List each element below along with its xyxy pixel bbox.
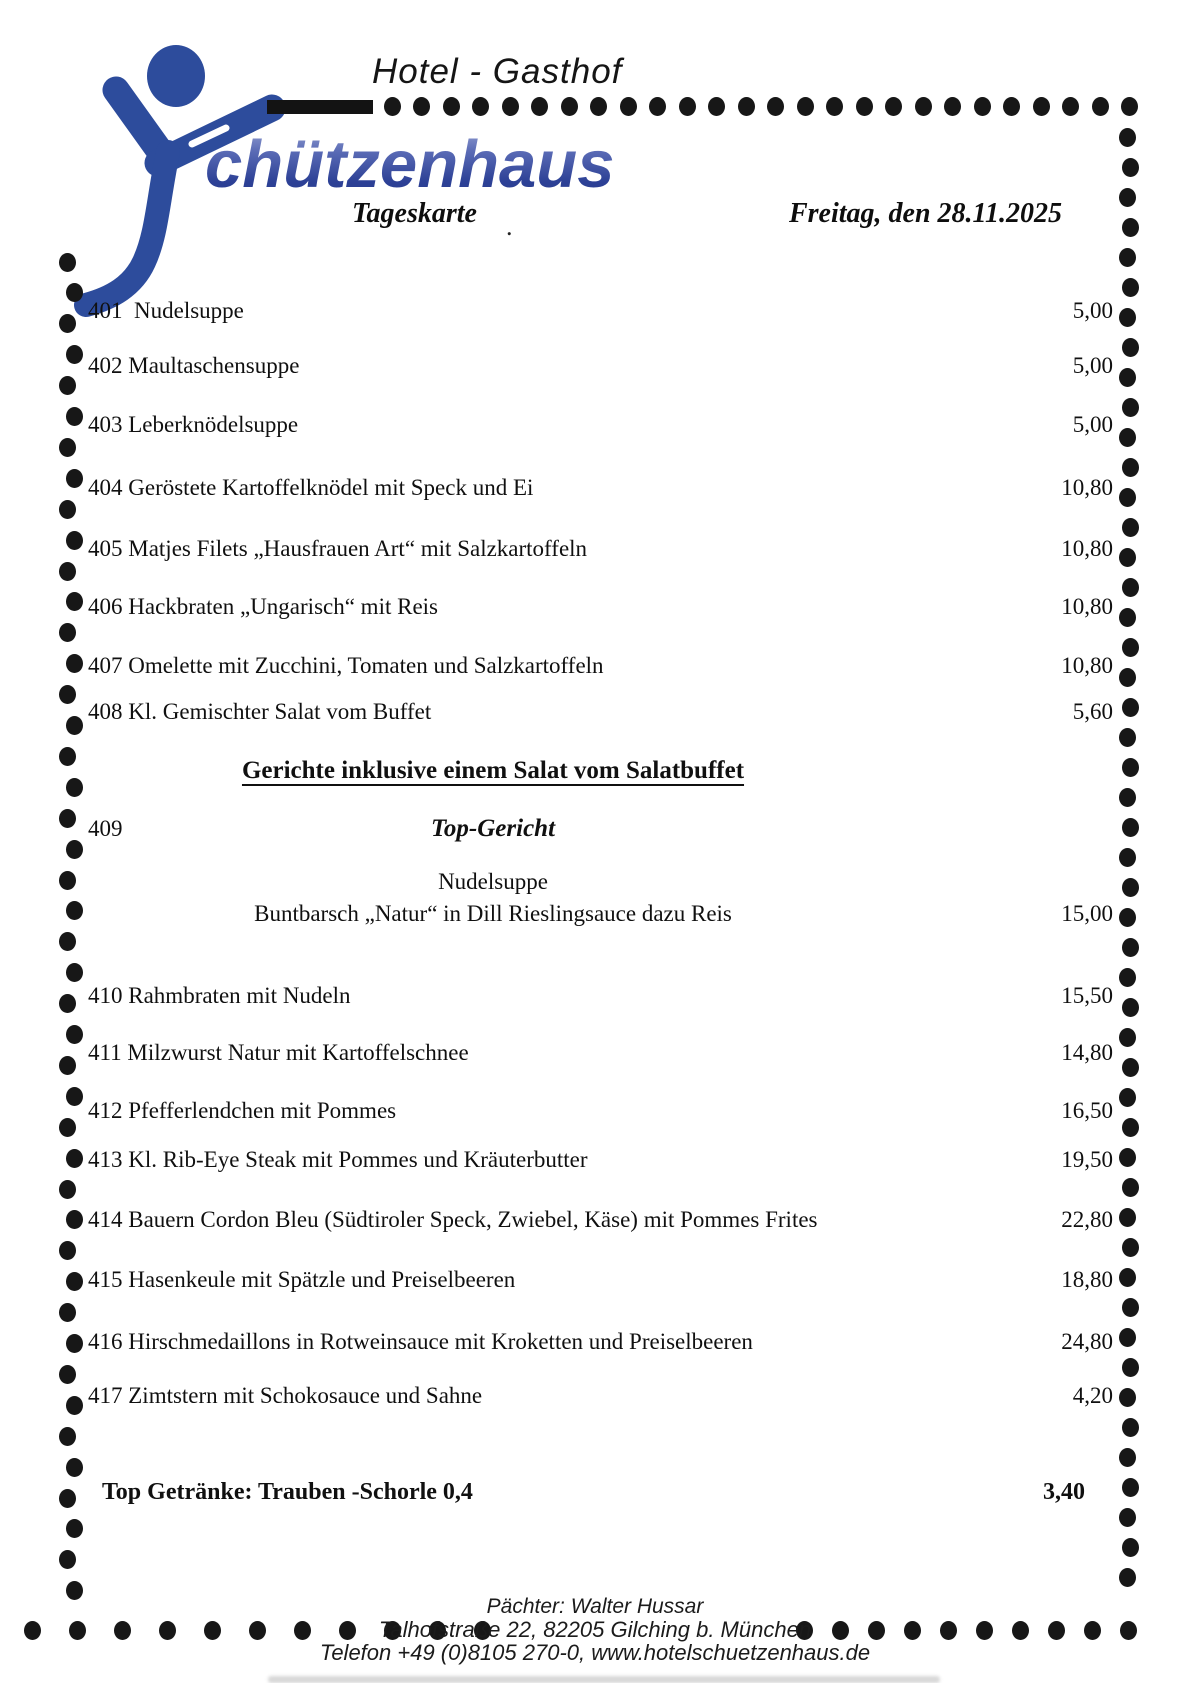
border-dot bbox=[66, 1396, 83, 1415]
border-dot bbox=[502, 97, 519, 116]
border-dot bbox=[1119, 128, 1136, 147]
border-dot bbox=[66, 407, 83, 426]
top-dish-line-box bbox=[88, 898, 898, 930]
logo-rifle-bar bbox=[267, 100, 373, 114]
menu-item-price: 24,80 bbox=[1061, 1329, 1113, 1354]
top-dish-line-box bbox=[88, 866, 898, 898]
border-dot bbox=[66, 716, 83, 735]
border-dot bbox=[1122, 518, 1139, 537]
border-dot bbox=[1122, 1178, 1139, 1197]
border-dot bbox=[1119, 968, 1136, 987]
section-header-row bbox=[88, 755, 1113, 787]
border-dot bbox=[1122, 758, 1139, 777]
menu-date: Freitag, den 28.11.2025 bbox=[788, 198, 1062, 229]
menu-item-label: 412 Pfefferlendchen mit Pommes bbox=[88, 1098, 397, 1123]
border-dot bbox=[1122, 1418, 1139, 1437]
border-dot bbox=[738, 97, 755, 116]
menu-item-price: 19,50 bbox=[1061, 1147, 1113, 1172]
border-dot bbox=[1119, 308, 1136, 327]
border-dot bbox=[1122, 1298, 1139, 1317]
stray-period: . bbox=[506, 212, 513, 241]
border-dot bbox=[59, 809, 76, 828]
border-dot bbox=[66, 469, 83, 488]
border-dot bbox=[944, 97, 961, 116]
menu-item-label: 404 Geröstete Kartoffelknödel mit Speck und Ei bbox=[88, 475, 534, 500]
menu-item-label: 405 Matjes Filets „Hausfrauen Art“ mit Salzkartoffeln bbox=[88, 536, 588, 561]
border-dot bbox=[1119, 368, 1136, 387]
border-dot bbox=[1122, 698, 1139, 717]
border-dot bbox=[1119, 848, 1136, 867]
top-dish-title-row bbox=[88, 813, 1113, 845]
border-dot bbox=[1122, 1238, 1139, 1257]
menu-item-row bbox=[88, 1380, 1113, 1412]
menu-item-row bbox=[88, 980, 1113, 1012]
menu-item-row bbox=[88, 1204, 1113, 1236]
menu-item-label: 406 Hackbraten „Ungarisch“ mit Reis bbox=[88, 594, 438, 619]
border-dot bbox=[66, 840, 83, 859]
logo-head bbox=[147, 45, 205, 107]
border-dot bbox=[974, 97, 991, 116]
border-dot bbox=[885, 97, 902, 116]
border-dot bbox=[1119, 548, 1136, 567]
border-dot bbox=[797, 97, 814, 116]
top-dish-line-row bbox=[88, 898, 1113, 930]
border-dot bbox=[1122, 818, 1139, 837]
border-dot bbox=[66, 963, 83, 982]
border-dot bbox=[66, 1025, 83, 1044]
border-dot bbox=[1122, 458, 1139, 477]
border-dot bbox=[1122, 638, 1139, 657]
border-dot bbox=[1122, 398, 1139, 417]
border-dot bbox=[1003, 97, 1020, 116]
scan-artifact bbox=[268, 1676, 940, 1683]
border-dot bbox=[59, 1427, 76, 1446]
footer-address: Talhofstraße 22, 82205 Gilching b. München bbox=[378, 1617, 812, 1642]
menu-item-label: 408 Kl. Gemischter Salat vom Buffet bbox=[88, 699, 432, 724]
border-dot bbox=[59, 1056, 76, 1075]
brand-wordmark: chützenhaus bbox=[205, 127, 615, 202]
border-dot bbox=[66, 1519, 83, 1538]
border-dot bbox=[649, 97, 666, 116]
border-dot bbox=[66, 654, 83, 673]
menu-item-label: 403 Leberknödelsuppe bbox=[88, 412, 299, 437]
menu-item-row bbox=[88, 1264, 1113, 1296]
menu-item-label: 410 Rahmbraten mit Nudeln bbox=[88, 983, 351, 1008]
border-dot bbox=[59, 500, 76, 519]
border-dot bbox=[66, 1210, 83, 1229]
menu-item-price: 10,80 bbox=[1061, 653, 1113, 678]
border-dot bbox=[59, 376, 76, 395]
border-dot bbox=[1033, 97, 1050, 116]
border-dot bbox=[59, 1180, 76, 1199]
border-dot bbox=[1122, 998, 1139, 1017]
logo-left-arm bbox=[116, 90, 164, 157]
border-dot bbox=[66, 1087, 83, 1106]
menu-item-price: 4,20 bbox=[1072, 1383, 1113, 1408]
menu-item-label: 402 Maultaschensuppe bbox=[88, 353, 300, 378]
drink-label: Top Getränke: Trauben -Schorle 0,4 bbox=[102, 1479, 473, 1505]
border-dot bbox=[1119, 428, 1136, 447]
border-dot bbox=[1119, 1388, 1136, 1407]
menu-item-row bbox=[88, 533, 1113, 565]
menu-item-price: 16,50 bbox=[1061, 1098, 1113, 1123]
border-dot bbox=[561, 97, 578, 116]
border-dot bbox=[66, 1272, 83, 1291]
border-dot bbox=[826, 97, 843, 116]
menu-item-price: 5,60 bbox=[1072, 699, 1113, 724]
menu-item-price: 5,00 bbox=[1072, 353, 1113, 378]
border-dot bbox=[66, 531, 83, 550]
menu-item-row bbox=[88, 591, 1113, 623]
hotel-type-text: Hotel - Gasthof bbox=[372, 52, 623, 91]
border-dot bbox=[1122, 218, 1139, 237]
border-dot bbox=[531, 97, 548, 116]
menu-item-label: 413 Kl. Rib-Eye Steak mit Pommes und Kräuterbutter bbox=[88, 1147, 588, 1172]
menu-item-label: 415 Hasenkeule mit Spätzle und Preiselbeeren bbox=[88, 1267, 516, 1292]
menu-item-row bbox=[88, 1326, 1113, 1358]
menu-item-label: 411 Milzwurst Natur mit Kartoffelschnee bbox=[88, 1040, 469, 1065]
border-dot bbox=[1122, 938, 1139, 957]
border-dot bbox=[59, 562, 76, 581]
border-dot bbox=[443, 97, 460, 116]
menu-item-price: 15,00 bbox=[1061, 901, 1113, 926]
border-dot bbox=[1122, 1538, 1139, 1557]
menu-type-title: Tageskarte bbox=[352, 198, 477, 229]
border-dot bbox=[1119, 1208, 1136, 1227]
footer-phone-web: Telefon +49 (0)8105 270-0, www.hotelschuetzenhaus.de bbox=[319, 1640, 871, 1665]
menu-item-label: 414 Bauern Cordon Bleu (Südtiroler Speck, Zwiebel, Käse) mit Pommes Frites bbox=[88, 1207, 818, 1232]
border-dot bbox=[1121, 97, 1138, 116]
border-dot bbox=[59, 438, 76, 457]
border-dot bbox=[66, 901, 83, 920]
drink-special-row bbox=[88, 1476, 1113, 1508]
border-dot bbox=[59, 623, 76, 642]
menu-item-label: 407 Omelette mit Zucchini, Tomaten und Salzkartoffeln bbox=[88, 653, 604, 678]
menu-item-label: 416 Hirschmedaillons in Rotweinsauce mit Kroketten und Preiselbeeren bbox=[88, 1329, 753, 1354]
border-dot bbox=[1092, 97, 1109, 116]
border-dot bbox=[708, 97, 725, 116]
border-dot bbox=[59, 253, 76, 272]
border-dot bbox=[1122, 1118, 1139, 1137]
border-dot bbox=[1119, 188, 1136, 207]
border-dot bbox=[472, 97, 489, 116]
menu-item-price: 14,80 bbox=[1061, 1040, 1113, 1065]
border-dot bbox=[59, 994, 76, 1013]
border-dot bbox=[1122, 278, 1139, 297]
menu-item-row bbox=[88, 409, 1113, 441]
menu-item-row bbox=[88, 350, 1113, 382]
border-dot bbox=[1119, 1328, 1136, 1347]
border-dot bbox=[66, 1334, 83, 1353]
border-dot bbox=[66, 283, 83, 302]
border-dot bbox=[59, 314, 76, 333]
border-dot bbox=[1119, 1508, 1136, 1527]
border-dot bbox=[59, 1303, 76, 1322]
menu-item-price: 10,80 bbox=[1061, 475, 1113, 500]
menu-item-label: 417 Zimtstern mit Schokosauce und Sahne bbox=[88, 1383, 483, 1408]
border-dot bbox=[915, 97, 932, 116]
menu-item-price: 18,80 bbox=[1061, 1267, 1113, 1292]
top-dish-line-row bbox=[88, 866, 1113, 898]
border-dot bbox=[1119, 788, 1136, 807]
menu-item-label: 401 Nudelsuppe bbox=[88, 298, 244, 323]
border-dot bbox=[1119, 1088, 1136, 1107]
border-dot bbox=[1119, 908, 1136, 927]
border-dot bbox=[1062, 97, 1079, 116]
menu-item-price: 10,80 bbox=[1061, 594, 1113, 619]
menu-item-price: 15,50 bbox=[1061, 983, 1113, 1008]
border-dot bbox=[1119, 668, 1136, 687]
menu-item-row bbox=[88, 1144, 1113, 1176]
menu-item-number: 409 bbox=[88, 816, 123, 841]
border-dot bbox=[66, 345, 83, 364]
border-dot bbox=[1122, 1478, 1139, 1497]
border-dot bbox=[66, 592, 83, 611]
top-dish-line-text: Buntbarsch „Natur“ in Dill Rieslingsauce dazu Reis bbox=[254, 901, 732, 926]
border-dot bbox=[767, 97, 784, 116]
logo-body-tail bbox=[86, 152, 168, 305]
menu-item-row bbox=[88, 1095, 1113, 1127]
border-dot bbox=[620, 97, 637, 116]
border-dot bbox=[1122, 878, 1139, 897]
border-dot bbox=[1122, 1058, 1139, 1077]
border-dot bbox=[59, 1550, 76, 1569]
border-dot bbox=[1119, 1448, 1136, 1467]
border-dot bbox=[590, 97, 607, 116]
top-dish-title-box bbox=[88, 813, 898, 845]
border-dot bbox=[1122, 1358, 1139, 1377]
menu-item-price: 5,00 bbox=[1072, 298, 1113, 323]
section-header-box bbox=[88, 755, 898, 787]
border-dot bbox=[66, 778, 83, 797]
border-dot bbox=[59, 747, 76, 766]
border-dot bbox=[1119, 248, 1136, 267]
border-dot bbox=[1122, 338, 1139, 357]
menu-item-price: 22,80 bbox=[1061, 1207, 1113, 1232]
border-dot bbox=[1122, 158, 1139, 177]
border-dot bbox=[1119, 1568, 1136, 1587]
menu-item-price: 5,00 bbox=[1072, 412, 1113, 437]
border-dot bbox=[1119, 1028, 1136, 1047]
border-dot bbox=[59, 871, 76, 890]
border-dot bbox=[59, 1365, 76, 1384]
footer-proprietor: Pächter: Walter Hussar bbox=[486, 1595, 704, 1618]
border-dot bbox=[59, 1118, 76, 1137]
menu-item-row bbox=[88, 650, 1113, 682]
border-dot bbox=[384, 97, 401, 116]
border-dot bbox=[1119, 1148, 1136, 1167]
menu-item-row bbox=[88, 1037, 1113, 1069]
menu-item-row bbox=[88, 295, 1113, 327]
top-dish-title: Top-Gericht bbox=[430, 815, 556, 842]
menu-item-row bbox=[88, 696, 1113, 728]
border-dot bbox=[59, 685, 76, 704]
border-dot bbox=[679, 97, 696, 116]
border-dot bbox=[66, 1149, 83, 1168]
border-dot bbox=[1119, 608, 1136, 627]
border-dot bbox=[856, 97, 873, 116]
border-dot bbox=[1119, 488, 1136, 507]
menu-item-row bbox=[88, 472, 1113, 504]
border-dot bbox=[59, 1489, 76, 1508]
menu-item-price: 3,40 bbox=[1043, 1479, 1085, 1505]
border-dot bbox=[59, 1241, 76, 1260]
border-dot bbox=[1119, 728, 1136, 747]
section-header-text: Gerichte inklusive einem Salat vom Salatbuffet bbox=[241, 757, 745, 784]
border-dot bbox=[59, 932, 76, 951]
border-dot bbox=[66, 1458, 83, 1477]
border-dot bbox=[413, 97, 430, 116]
border-dot bbox=[1119, 1268, 1136, 1287]
menu-item-price: 10,80 bbox=[1061, 536, 1113, 561]
top-dish-line-text: Nudelsuppe bbox=[438, 869, 548, 894]
border-dot bbox=[1122, 578, 1139, 597]
